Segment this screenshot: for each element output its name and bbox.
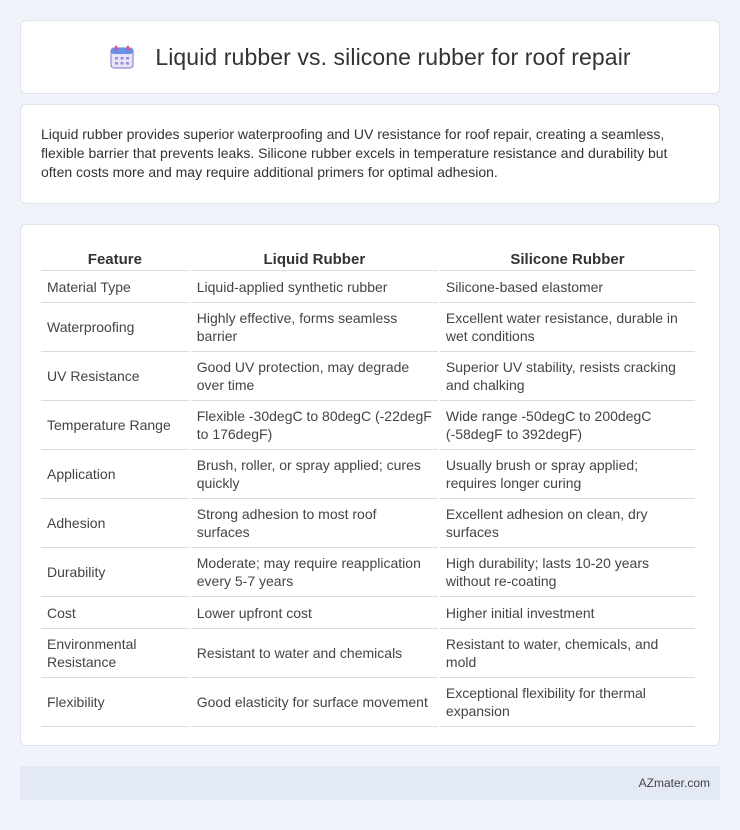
table-row [41, 271, 695, 303]
feature-cell: Waterproofing [41, 303, 189, 352]
comparison-table-card [20, 224, 720, 746]
feature-cell: UV Resistance [41, 352, 189, 401]
title-wrap [109, 44, 630, 71]
liquid-rubber-cell: Highly effective, forms seamless barrier [191, 303, 438, 352]
table-row [41, 450, 695, 499]
page-title: Liquid rubber vs. silicone rubber for roof repair [155, 43, 631, 70]
liquid-rubber-cell: Liquid-applied synthetic rubber [191, 271, 438, 303]
silicone-rubber-cell: Excellent adhesion on clean, dry surfaces [440, 499, 695, 548]
silicone-rubber-cell: Superior UV stability, resists cracking and chalking [440, 352, 695, 401]
summary-text: Liquid rubber provides superior waterproofing and UV resistance for roof repair, creating a seamless, flexible barrier that prevents leaks. Silicone rubber excels in temperature resistance and durability but often costs more and may require additional primers for optimal adhesion. [41, 126, 668, 180]
liquid-rubber-cell: Good UV protection, may degrade over time [191, 352, 438, 401]
feature-cell: Application [41, 450, 189, 499]
header-liquid-rubber: Liquid Rubber [191, 245, 438, 271]
liquid-rubber-cell: Good elasticity for surface movement [191, 678, 438, 727]
silicone-rubber-cell: Usually brush or spray applied; requires longer curing [440, 450, 695, 499]
liquid-rubber-cell: Flexible -30degC to 80degC (-22degF to 176degF) [191, 401, 438, 450]
table-header-row [41, 245, 695, 271]
silicone-rubber-cell: Higher initial investment [440, 597, 695, 629]
table-row [41, 303, 695, 352]
silicone-rubber-cell: High durability; lasts 10-20 years without re-coating [440, 548, 695, 597]
silicone-rubber-cell: Exceptional flexibility for thermal expansion [440, 678, 695, 727]
table-row [41, 629, 695, 678]
feature-cell: Cost [41, 597, 189, 629]
silicone-rubber-cell: Excellent water resistance, durable in wet conditions [440, 303, 695, 352]
liquid-rubber-cell: Strong adhesion to most roof surfaces [191, 499, 438, 548]
table-row [41, 678, 695, 727]
feature-cell: Adhesion [41, 499, 189, 548]
footer-site-name: AZmater.com [638, 776, 710, 790]
liquid-rubber-cell: Moderate; may require reapplication every 5-7 years [191, 548, 438, 597]
feature-cell: Environmental Resistance [41, 629, 189, 678]
liquid-rubber-cell: Lower upfront cost [191, 597, 438, 629]
table-row [41, 548, 695, 597]
silicone-rubber-cell: Wide range -50degC to 200degC (-58degF to 392degF) [440, 401, 695, 450]
summary-card [20, 104, 720, 204]
comparison-table [39, 245, 697, 727]
feature-cell: Durability [41, 548, 189, 597]
table-row [41, 401, 695, 450]
header-silicone-rubber: Silicone Rubber [440, 245, 695, 271]
table-row [41, 499, 695, 548]
table-row [41, 352, 695, 401]
table-row [41, 597, 695, 629]
header-feature: Feature [41, 245, 189, 271]
feature-cell: Temperature Range [41, 401, 189, 450]
feature-cell: Material Type [41, 271, 189, 303]
feature-cell: Flexibility [41, 678, 189, 727]
silicone-rubber-cell: Resistant to water, chemicals, and mold [440, 629, 695, 678]
liquid-rubber-cell: Resistant to water and chemicals [191, 629, 438, 678]
calendar-icon [109, 44, 135, 70]
header-card [20, 20, 720, 94]
footer [20, 766, 720, 800]
liquid-rubber-cell: Brush, roller, or spray applied; cures quickly [191, 450, 438, 499]
silicone-rubber-cell: Silicone-based elastomer [440, 271, 695, 303]
